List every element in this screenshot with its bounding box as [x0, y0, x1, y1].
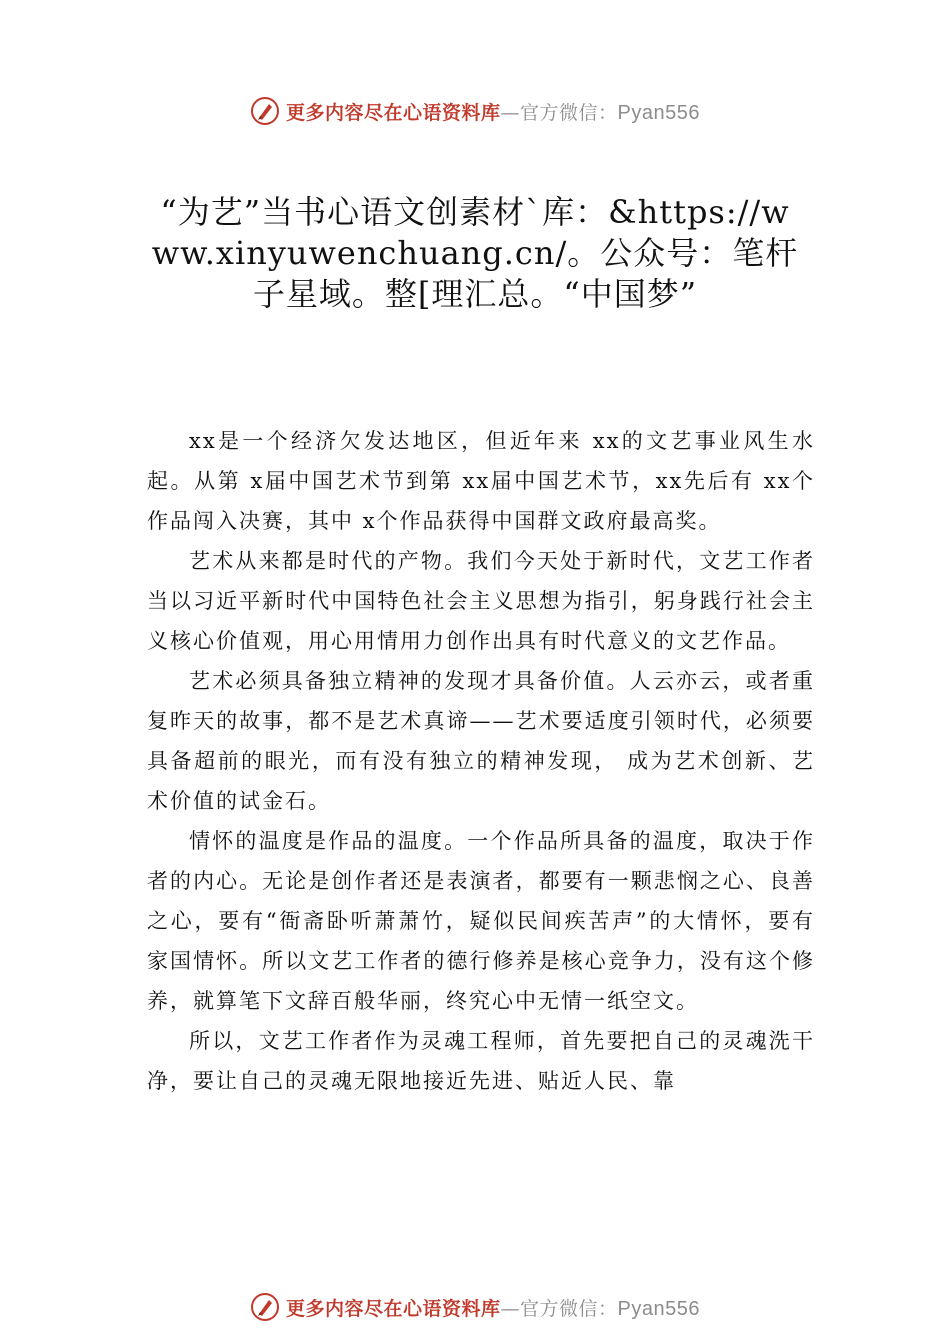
paragraph: 艺术从来都是时代的产物。我们今天处于新时代，文艺工作者当以习近平新时代中国特色社会主义思想为指引，躬身践行社会主义核心价值观，用心用情用力创作出具有时代意义的文艺作品。 — [147, 549, 815, 653]
header-watermark — [0, 96, 950, 126]
paragraph: 艺术必须具备独立精神的发现才具备价值。人云亦云，或者重复昨天的故事，都不是艺术真谛——艺术要适度引领时代，必须要具备超前的眼光，而有没有独立的精神发现， 成为艺术创新、艺术价值的试金石。 — [147, 669, 815, 813]
watermark-wechat-label: 官方微信： — [520, 1297, 618, 1320]
paragraph: 情怀的温度是作品的温度。一个作品所具备的温度，取决于作者的内心。无论是创作者还是表演者，都要有一颗悲悯之心、良善之心，要有“衙斋卧听萧萧竹，疑似民间疾苦声”的大情怀，要有家国情怀。所以文艺工作者的德行修养是核心竞争力，没有这个修养，就算笔下文辞百般华丽，终究心中无情一纸空文。 — [147, 829, 815, 1013]
paragraph: xx是一个经济欠发达地区，但近年来 xx的文艺事业风生水起。从第 x届中国艺术节到第 xx届中国艺术节，xx先后有 xx个作品闯入决赛，其中 x个作品获得中国群文政府最高奖。 — [147, 429, 815, 533]
watermark-wechat-label: 官方微信： — [520, 101, 618, 124]
watermark-wechat-id: Pyan556 — [617, 1297, 700, 1320]
footer-watermark — [0, 1292, 950, 1322]
watermark-wechat-id: Pyan556 — [617, 101, 700, 124]
document-body — [147, 421, 815, 1101]
document-title: “为艺”当书心语文创素材`库：&https://www.xinyuwenchuang.cn/。公众号：笔杆子星域。整[理汇总。“中国梦” — [151, 193, 799, 313]
watermark-brand: 更多内容尽在心语资料库 — [286, 101, 501, 124]
watermark-separator: — — [500, 101, 521, 124]
pen-nib-logo-icon — [250, 96, 280, 126]
paragraph: 所以，文艺工作者作为灵魂工程师，首先要把自己的灵魂洗干净，要让自己的灵魂无限地接近先进、贴近人民、靠 — [147, 1029, 815, 1093]
watermark-separator: — — [500, 1297, 521, 1320]
watermark-brand: 更多内容尽在心语资料库 — [286, 1297, 501, 1320]
pen-nib-logo-icon — [250, 1292, 280, 1322]
